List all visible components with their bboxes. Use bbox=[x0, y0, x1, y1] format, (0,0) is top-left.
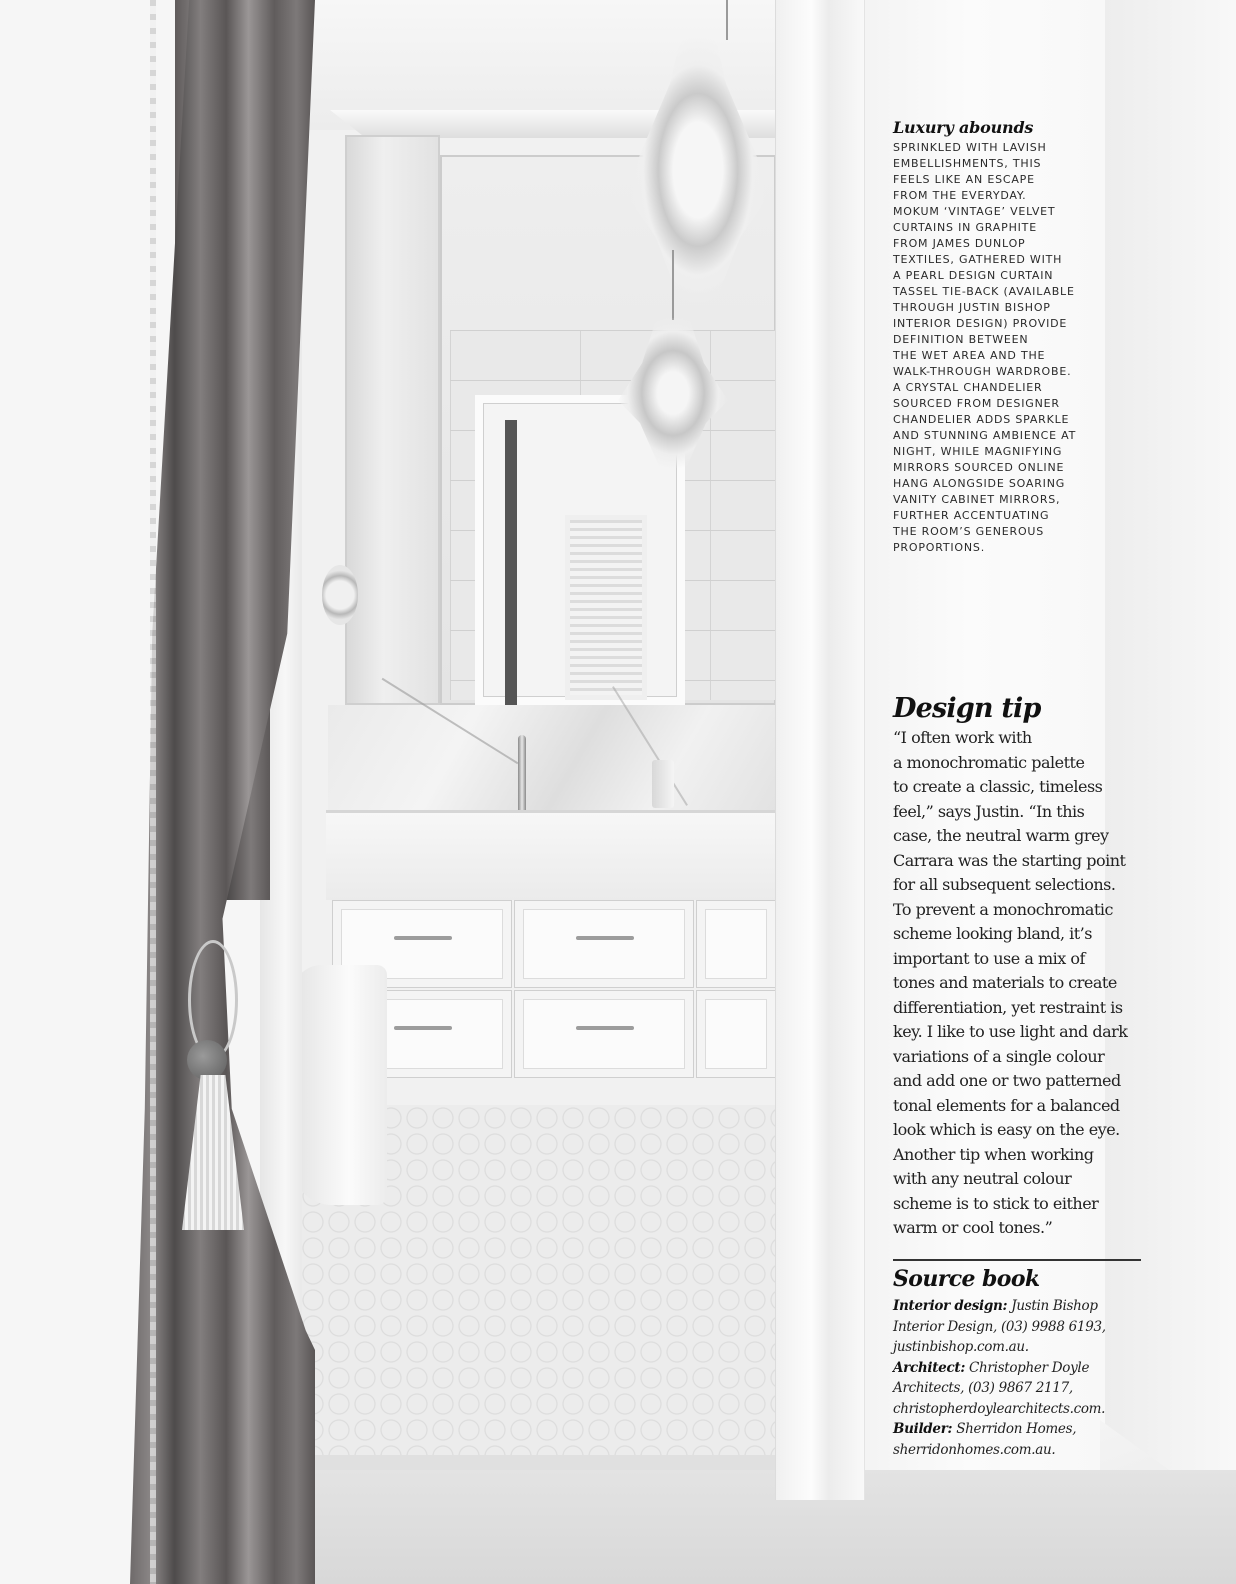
caption-line: PROPORTIONS. bbox=[893, 541, 985, 554]
source-book-credits bbox=[893, 1296, 1143, 1460]
quote-line: To prevent a monochromatic bbox=[893, 899, 1113, 919]
quote-line: warm or cool tones.” bbox=[893, 1218, 1053, 1237]
text-column bbox=[893, 0, 1153, 1584]
design-tip-heading: Design tip bbox=[893, 693, 1041, 724]
quote-line: for all subsequent selections. bbox=[893, 875, 1116, 894]
caption-line: FROM JAMES DUNLOP bbox=[893, 237, 1026, 250]
vanity-drawer bbox=[514, 900, 694, 988]
caption-line: EMBELLISHMENTS, THIS bbox=[893, 157, 1042, 170]
quote-line: scheme is to stick to either bbox=[893, 1193, 1099, 1213]
tassel-head bbox=[187, 1040, 227, 1080]
caption-line: SPRINKLED WITH LAVISH bbox=[893, 141, 1047, 154]
caption-line: CURTAINS IN GRAPHITE bbox=[893, 221, 1037, 234]
marble-splashback bbox=[328, 705, 776, 813]
drawer-handle bbox=[394, 936, 452, 940]
quote-line: Carrara was the starting point bbox=[893, 850, 1126, 870]
soap-dispenser bbox=[652, 760, 674, 808]
design-tip-quote bbox=[893, 726, 1148, 1241]
quote-line: key. I like to use light and dark bbox=[893, 1022, 1128, 1041]
chandelier-chain bbox=[672, 250, 674, 320]
basin-tap bbox=[518, 735, 526, 810]
interior-design-label: Interior design: bbox=[893, 1298, 1008, 1314]
credit-line: justinbishop.com.au. bbox=[893, 1339, 1029, 1355]
luxury-caption bbox=[893, 140, 1093, 556]
freestanding-bath bbox=[292, 965, 387, 1205]
caption-line: FROM THE EVERYDAY. bbox=[893, 189, 1027, 202]
caption-line: MOKUM ‘VINTAGE’ VELVET bbox=[893, 205, 1056, 218]
quote-line: with any neutral colour bbox=[893, 1169, 1072, 1188]
quote-line: to create a classic, timeless bbox=[893, 777, 1103, 796]
caption-line: MIRRORS SOURCED ONLINE bbox=[893, 461, 1065, 474]
interior-design-name: Justin Bishop bbox=[1007, 1298, 1098, 1314]
builder-label: Builder: bbox=[893, 1421, 953, 1437]
quote-line: tones and materials to create bbox=[893, 973, 1117, 992]
caption-line: VANITY CABINET MIRRORS, bbox=[893, 493, 1061, 506]
quote-line: important to use a mix of bbox=[893, 948, 1085, 968]
drawer-handle bbox=[394, 1026, 452, 1030]
quote-line: scheme looking bland, it’s bbox=[893, 924, 1092, 943]
mirror-reflected-window-blind bbox=[565, 515, 647, 700]
architect-name: Christopher Doyle bbox=[965, 1359, 1090, 1376]
credit-line bbox=[893, 1358, 1143, 1379]
caption-line: NIGHT, WHILE MAGNIFYING bbox=[893, 445, 1063, 458]
quote-line: variations of a single colour bbox=[893, 1046, 1105, 1066]
quote-line: tonal elements for a balanced bbox=[893, 1095, 1120, 1115]
credit-line: Interior Design, (03) 9988 6193, bbox=[893, 1318, 1106, 1335]
vanity-drawer bbox=[696, 900, 776, 988]
source-book-heading: Source book bbox=[893, 1266, 1040, 1292]
quote-line: Another tip when working bbox=[893, 1144, 1094, 1164]
side-mirror bbox=[345, 135, 440, 705]
caption-line: CHANDELIER ADDS SPARKLE bbox=[893, 413, 1070, 426]
vanity-drawer bbox=[696, 990, 776, 1078]
builder-name: Sherridon Homes, bbox=[952, 1421, 1077, 1437]
mirror-reflected-curtain bbox=[505, 420, 517, 705]
chandelier-chain bbox=[726, 0, 728, 40]
drawer-handle bbox=[576, 1026, 634, 1030]
caption-line: TEXTILES, GATHERED WITH bbox=[893, 253, 1063, 266]
drawer-handle bbox=[576, 936, 634, 940]
door-frame-right bbox=[775, 0, 865, 1500]
quote-line: look which is easy on the eye. bbox=[893, 1120, 1120, 1139]
marble-benchtop bbox=[326, 810, 776, 900]
credit-line bbox=[893, 1419, 1143, 1440]
caption-line: A CRYSTAL CHANDELIER bbox=[893, 381, 1043, 394]
quote-line: feel,” says Justin. “In this bbox=[893, 801, 1085, 821]
credit-line: Architects, (03) 9867 2117, bbox=[893, 1380, 1073, 1396]
curtain-pearl-trim bbox=[150, 0, 156, 1584]
section-divider bbox=[893, 1259, 1141, 1261]
magnifying-mirror bbox=[322, 565, 358, 625]
luxury-heading: Luxury abounds bbox=[893, 118, 1034, 137]
caption-line: SOURCED FROM DESIGNER bbox=[893, 397, 1060, 410]
caption-line: TASSEL TIE-BACK (AVAILABLE bbox=[893, 285, 1075, 298]
architect-label: Architect: bbox=[893, 1359, 966, 1376]
quote-line: differentiation, yet restraint is bbox=[893, 997, 1123, 1017]
caption-line: THROUGH JUSTIN BISHOP bbox=[893, 301, 1051, 314]
credit-line bbox=[893, 1296, 1143, 1317]
vanity-drawer bbox=[514, 990, 694, 1078]
credit-line: sherridonhomes.com.au. bbox=[893, 1441, 1056, 1458]
quote-line: “I often work with bbox=[893, 728, 1032, 747]
caption-line: THE WET AREA AND THE bbox=[893, 349, 1046, 362]
caption-line: INTERIOR DESIGN) PROVIDE bbox=[893, 317, 1068, 330]
caption-line: WALK-THROUGH WARDROBE. bbox=[893, 365, 1072, 378]
quote-line: and add one or two patterned bbox=[893, 1071, 1121, 1090]
caption-line: FEELS LIKE AN ESCAPE bbox=[893, 173, 1035, 186]
caption-line: HANG ALONGSIDE SOARING bbox=[893, 477, 1066, 490]
caption-line: A PEARL DESIGN CURTAIN bbox=[893, 269, 1054, 282]
quote-line: case, the neutral warm grey bbox=[893, 826, 1109, 845]
caption-line: FURTHER ACCENTUATING bbox=[893, 509, 1050, 522]
caption-line: DEFINITION BETWEEN bbox=[893, 333, 1029, 346]
credit-line: christopherdoylearchitects.com. bbox=[893, 1400, 1106, 1417]
caption-line: THE ROOM’S GENEROUS bbox=[893, 525, 1045, 538]
caption-line: AND STUNNING AMBIENCE AT bbox=[893, 429, 1077, 442]
quote-line: a monochromatic palette bbox=[893, 752, 1085, 772]
